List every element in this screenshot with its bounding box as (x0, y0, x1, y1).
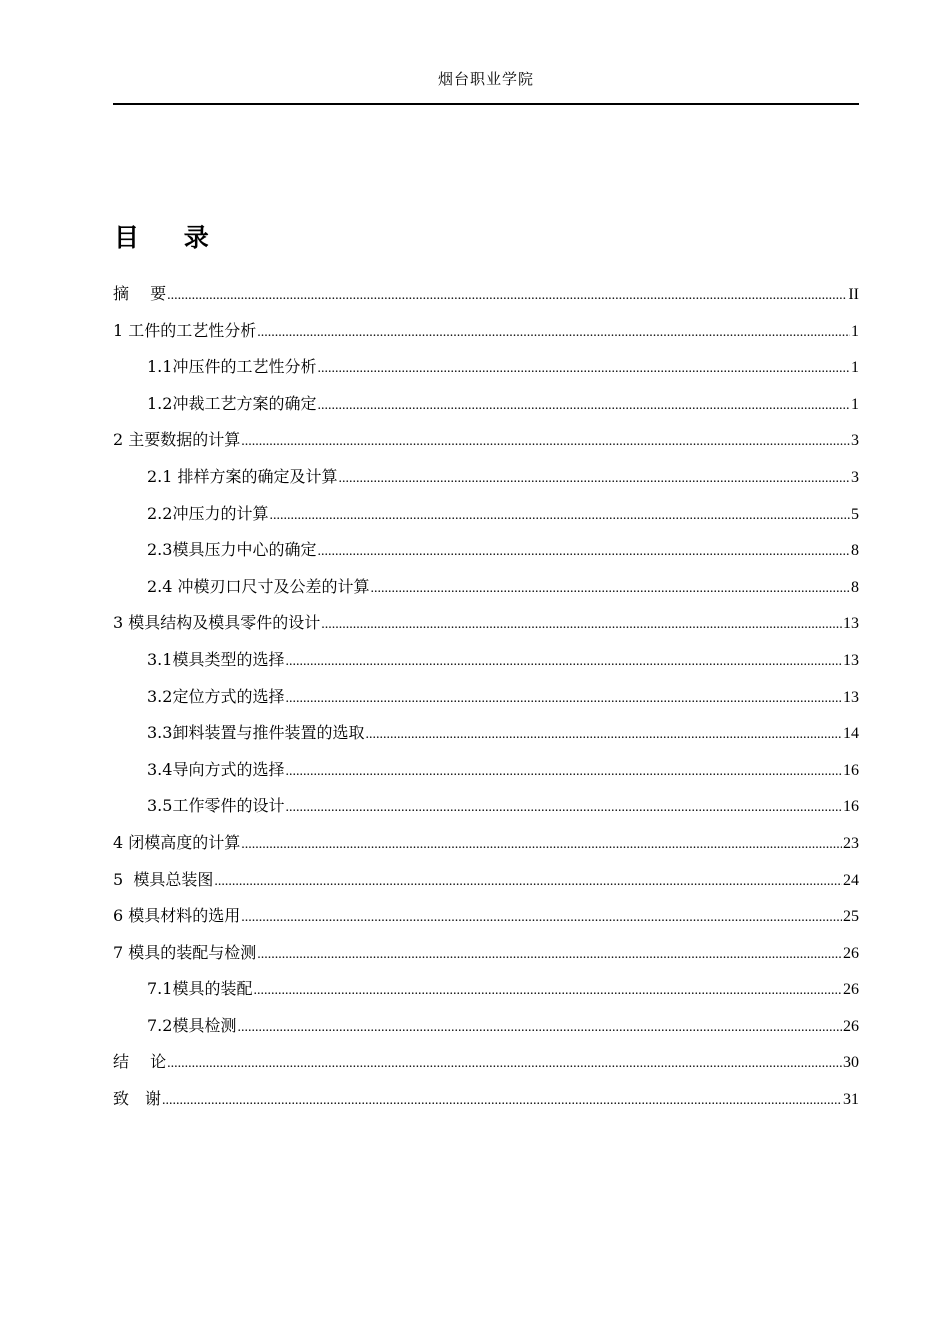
toc-entry-label: 7.1模具的装配 (147, 979, 253, 999)
toc-entry-label: 结 论 (113, 1052, 167, 1072)
toc-entry-label: 3.1模具类型的选择 (147, 649, 285, 669)
toc-entry[interactable] (113, 501, 859, 538)
toc-entry-label: 7.2模具检测 (147, 1015, 237, 1035)
toc-entry[interactable] (113, 1086, 859, 1123)
toc-dot-leader (162, 1093, 842, 1109)
toc-entry-label: 7 模具的装配与检测 (113, 942, 257, 962)
toc-dot-leader (285, 654, 842, 670)
toc-entry[interactable] (113, 830, 859, 867)
page-header: 烟台职业学院 (437, 70, 534, 88)
toc-entry-page-number: 16 (843, 761, 859, 779)
toc-entry[interactable] (113, 537, 859, 574)
toc-entry-label: 3 模具结构及模具零件的设计 (113, 613, 321, 633)
toc-entry-page-number: 26 (843, 1017, 859, 1035)
toc-entry-label: 5 模具总装图 (113, 869, 214, 889)
toc-entry-page-number: 5 (851, 505, 859, 523)
toc-entry-label: 1.2冲裁工艺方案的确定 (147, 393, 317, 413)
toc-dot-leader (257, 325, 850, 341)
toc-dot-leader (285, 691, 842, 707)
toc-entry-page-number: 16 (843, 798, 859, 816)
toc-dot-leader (167, 288, 847, 304)
toc-entry[interactable] (113, 1049, 859, 1086)
toc-entry[interactable] (113, 647, 859, 684)
toc-dot-leader (241, 837, 842, 853)
toc-entry[interactable] (113, 684, 859, 721)
toc-dot-leader (339, 471, 850, 487)
toc-dot-leader (371, 581, 850, 597)
toc-entry[interactable] (113, 940, 859, 977)
toc-title: 目 录 (114, 223, 227, 252)
toc-entry-label: 3.3卸料装置与推件装置的选取 (147, 723, 365, 743)
toc-entry[interactable] (113, 793, 859, 830)
toc-entry[interactable] (113, 464, 859, 501)
toc-dot-leader (241, 434, 850, 450)
toc-entry-page-number: 1 (851, 395, 859, 413)
toc-entry[interactable] (113, 427, 859, 464)
toc-entry-page-number: 26 (843, 981, 859, 999)
toc-entry-page-number: 8 (851, 578, 859, 596)
toc-dot-leader (317, 544, 850, 560)
toc-entry-label: 摘 要 (113, 284, 167, 303)
toc-entry-page-number: 8 (851, 542, 859, 560)
toc-dot-leader (269, 508, 850, 524)
toc-entry-page-number: 1 (851, 359, 859, 377)
toc-dot-leader (365, 727, 842, 743)
toc-dot-leader (253, 983, 842, 999)
toc-entry-page-number: 13 (843, 688, 859, 706)
toc-entry-label: 2 主要数据的计算 (113, 430, 241, 450)
toc-entry-page-number: 24 (843, 871, 859, 889)
toc-entry-label: 3.5工作零件的设计 (147, 796, 285, 816)
toc-dot-leader (241, 910, 842, 926)
toc-entry-label: 4 闭模高度的计算 (113, 832, 241, 852)
toc-entry-label: 2.4 冲模刃口尺寸及公差的计算 (147, 576, 370, 596)
toc-entry[interactable] (113, 903, 859, 940)
toc-dot-leader (237, 1020, 842, 1036)
toc-entry-page-number: 14 (843, 725, 859, 743)
toc-entry[interactable] (113, 354, 859, 391)
toc-entry-page-number: 25 (843, 908, 859, 926)
toc-dot-leader (321, 617, 842, 633)
toc-entry-page-number: 13 (843, 651, 859, 669)
toc-entry-page-number: 3 (851, 468, 859, 486)
toc-entry[interactable] (113, 976, 859, 1013)
toc-entry-page-number: 23 (843, 834, 859, 852)
toc-entry-label: 3.2定位方式的选择 (147, 686, 285, 706)
toc-entry-page-number: 26 (843, 944, 859, 962)
toc-dot-leader (317, 361, 850, 377)
toc-dot-leader (285, 764, 842, 780)
table-of-contents (113, 281, 859, 1123)
toc-entry-page-number: 3 (851, 432, 859, 450)
toc-entry-label: 2.3模具压力中心的确定 (147, 540, 317, 560)
toc-entry[interactable] (113, 574, 859, 611)
toc-entry-page-number: 1 (851, 322, 859, 340)
toc-dot-leader (257, 947, 842, 963)
toc-entry[interactable] (113, 720, 859, 757)
header-divider (113, 103, 859, 105)
toc-entry-label: 3.4导向方式的选择 (147, 759, 285, 779)
toc-entry-label: 6 模具材料的选用 (113, 906, 241, 926)
toc-entry[interactable] (113, 1013, 859, 1050)
toc-entry-page-number: 31 (843, 1091, 859, 1109)
toc-entry-label: 致 谢 (113, 1089, 162, 1109)
toc-dot-leader (214, 874, 842, 890)
toc-dot-leader (167, 1056, 842, 1072)
toc-entry-page-number: 30 (843, 1054, 859, 1072)
toc-entry[interactable] (113, 318, 859, 355)
toc-dot-leader (317, 398, 850, 414)
toc-entry-page-number: II (848, 286, 859, 303)
toc-entry[interactable] (113, 281, 859, 318)
toc-entry-label: 1.1冲压件的工艺性分析 (147, 357, 317, 377)
toc-entry[interactable] (113, 757, 859, 794)
toc-entry[interactable] (113, 867, 859, 904)
toc-dot-leader (285, 800, 842, 816)
toc-entry[interactable] (113, 610, 859, 647)
toc-entry-label: 2.2冲压力的计算 (147, 503, 269, 523)
toc-entry[interactable] (113, 391, 859, 428)
toc-entry-page-number: 13 (843, 615, 859, 633)
toc-entry-label: 2.1 排样方案的确定及计算 (147, 466, 338, 486)
toc-entry-label: 1 工件的工艺性分析 (113, 320, 257, 340)
